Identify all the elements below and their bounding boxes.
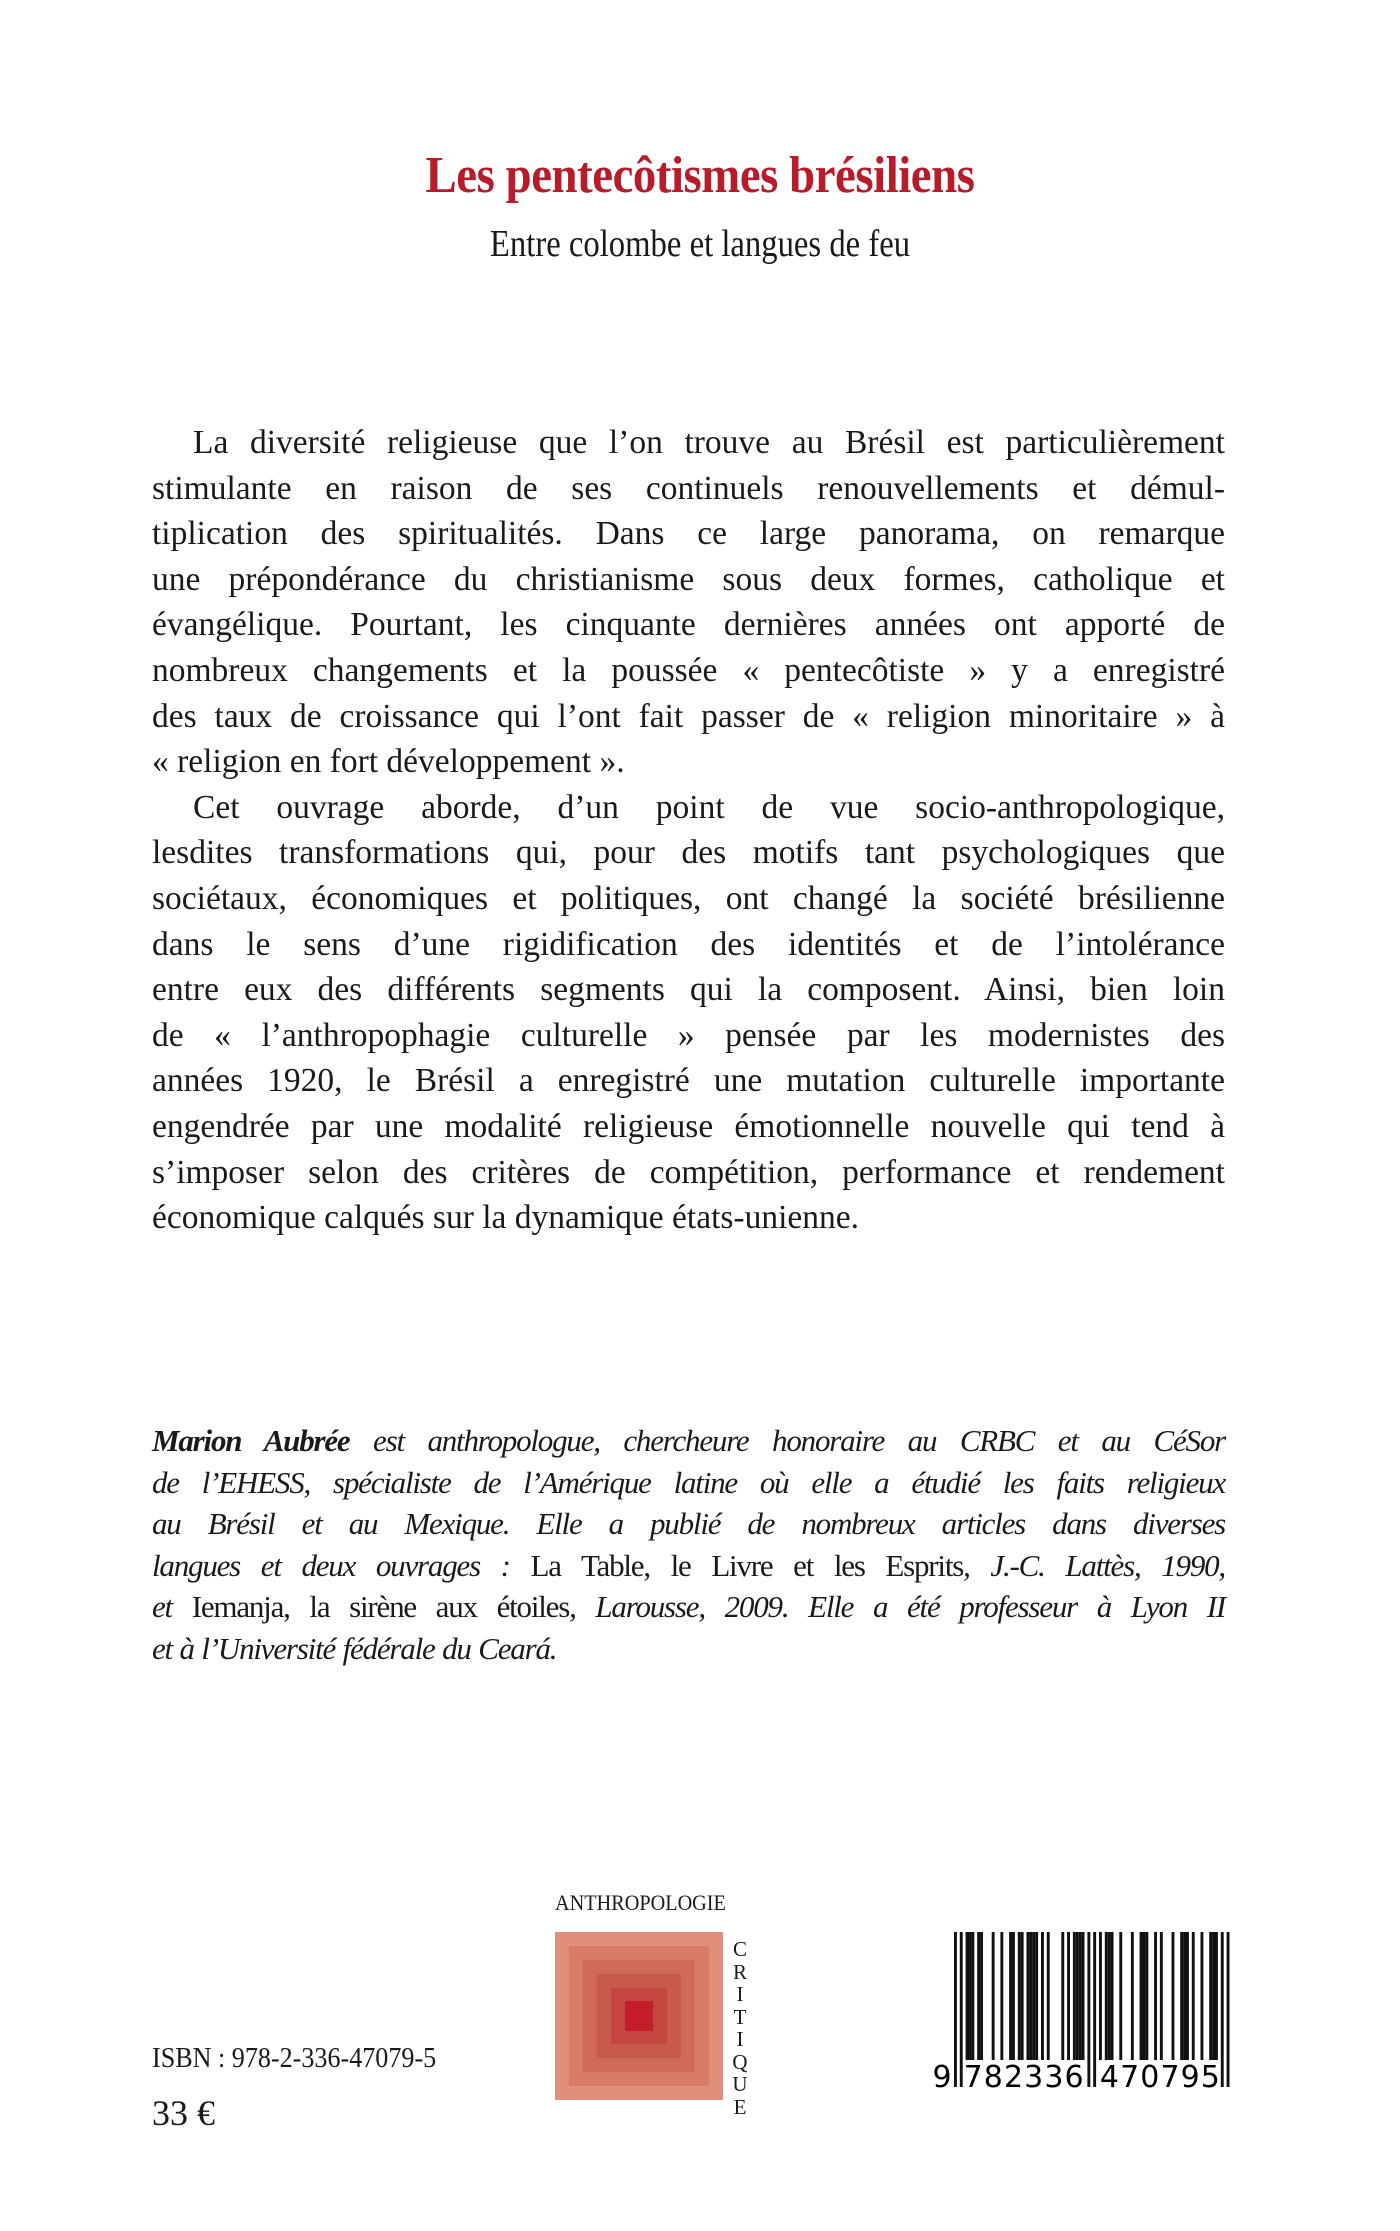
barcode-bar: [1212, 1932, 1215, 2060]
barcode-bar: [1079, 1932, 1082, 2060]
blurb-line: « religion en fort développement ».: [152, 743, 625, 781]
bio-text: est anthropologue, chercheure honoraire au CRBC et au CéSor: [349, 1423, 1226, 1458]
side-letter: I: [736, 1982, 744, 2006]
barcode-bar: [1000, 1932, 1003, 2060]
blurb-line: s’imposer selon des critères de compétition, performance et rendement: [152, 1153, 1225, 1191]
blurb-line: Cet ouvrage aborde, d’un point de vue socio-anthropologique,: [193, 788, 1225, 826]
barcode-bar: [1041, 1932, 1044, 2060]
barcode: [932, 1932, 1232, 2092]
barcode-bar: [1082, 1932, 1085, 2060]
series-logo: [555, 1932, 723, 2100]
barcode-bar: [1099, 1932, 1102, 2060]
barcode-bar: [1227, 1932, 1230, 2087]
blurb-line: économique calqués sur la dynamique états-unienne.: [152, 1199, 859, 1237]
barcode-bar: [1111, 1932, 1114, 2060]
barcode-bar: [1131, 1932, 1134, 2060]
blurb-line: engendrée par une modalité religieuse émotionnelle nouvelle qui tend à: [152, 1107, 1225, 1145]
author-bio: [152, 1420, 1225, 1669]
barcode-bar: [1221, 1932, 1224, 2087]
barcode-digits: 782336: [963, 2060, 1084, 2092]
barcode-bar: [1029, 1932, 1032, 2060]
barcode-bar: [1201, 1932, 1204, 2060]
blurb: [152, 420, 1225, 1241]
bio-text: de l’EHESS, spécialiste de l’Amérique latine où elle a étudié les faits religieux: [152, 1464, 1225, 1500]
side-letter: T: [733, 2004, 747, 2029]
barcode-bar: [1009, 1932, 1012, 2060]
barcode-bar: [992, 1932, 995, 2060]
blurb-line: une prépondérance du christianisme sous deux formes, catholique et: [152, 560, 1225, 598]
blurb-line: de « l’anthropophagie culturelle » pensée par les modernistes des: [152, 1016, 1225, 1054]
blurb-line: des taux de croissance qui l’ont fait passer de « religion minoritaire » à: [152, 697, 1225, 735]
barcode-bar: [1215, 1932, 1218, 2060]
series-name: ANTHROPOLOGIE: [555, 1890, 726, 1915]
barcode-bar: [1183, 1932, 1186, 2060]
barcode-bar: [969, 1932, 972, 2060]
blurb-line: tiplication des spiritualités. Dans ce large panorama, on remarque: [152, 515, 1225, 553]
bio-text: , J.-C. Lattès, 1990,: [963, 1547, 1225, 1583]
barcode-bar: [977, 1932, 980, 2060]
blurb-line: stimulante en raison de ses continuels renouvellements et démul-: [152, 469, 1225, 507]
barcode-bar: [1027, 1932, 1030, 2060]
blurb-line: sociétaux, économiques et politiques, ont changé la société brésilienne: [152, 879, 1225, 917]
barcode-digits: 9: [932, 2060, 952, 2092]
barcode-bar: [1047, 1932, 1050, 2060]
bio-text: et à l’Université fédérale du Ceará.: [152, 1630, 557, 1666]
barcode-bar: [1021, 1932, 1024, 2060]
barcode-bar: [1145, 1932, 1148, 2060]
author-name: Marion Aubrée: [152, 1423, 350, 1458]
book-title-ref: La Table, le Livre et les Esprits: [530, 1547, 964, 1583]
barcode-bar: [1073, 1932, 1076, 2060]
barcode-bar: [1061, 1932, 1064, 2060]
side-letter: R: [732, 1959, 747, 1984]
price: 33 €: [152, 2093, 215, 2133]
side-letter: I: [736, 2027, 744, 2051]
barcode-bar: [980, 1932, 983, 2060]
barcode-bar: [1154, 1932, 1157, 2060]
barcode-bar: [1160, 1932, 1163, 2060]
barcode-bar: [1018, 1932, 1021, 2060]
side-letter: C: [732, 1937, 747, 1961]
side-letter: U: [732, 2072, 748, 2096]
barcode-bar: [1180, 1932, 1183, 2060]
blurb-line: dans le sens d’une rigidification des identités et de l’intolérance: [152, 925, 1225, 963]
barcode-bar: [954, 1932, 957, 2087]
bio-text: au Brésil et au Mexique. Elle a publié de nombreux articles dans diverses: [152, 1506, 1225, 1541]
barcode-bar: [1172, 1932, 1175, 2060]
barcode-bar: [1209, 1932, 1212, 2060]
bio-text: , Larousse, 2009. Elle a été professeur à Lyon II: [569, 1589, 1226, 1624]
barcode-bar: [1067, 1932, 1070, 2060]
blurb-line: La diversité religieuse que l’on trouve au Brésil est particulièrement: [193, 424, 1225, 461]
barcode-bar: [966, 1932, 969, 2060]
barcode-bar: [1087, 1932, 1090, 2087]
isbn: ISBN : 978-2-336-47079-5: [152, 2042, 437, 2074]
side-letter: Q: [732, 2049, 748, 2074]
series-side-label: [730, 1938, 750, 2118]
barcode-bar: [1140, 1932, 1143, 2060]
book-title-ref: Iemanja, la sirène aux étoiles: [191, 1589, 570, 1624]
barcode-bar: [960, 1932, 963, 2087]
blurb-line: évangélique. Pourtant, les cinquante dernières années ont apporté de: [152, 606, 1225, 644]
bio-text: et: [152, 1589, 192, 1624]
barcode-bar: [1105, 1932, 1108, 2060]
barcode-bar: [1032, 1932, 1035, 2060]
blurb-line: lesdites transformations qui, pour des motifs tant psychologiques que: [152, 834, 1225, 872]
blurb-line: entre eux des différents segments qui la composent. Ainsi, bien loin: [152, 971, 1225, 1009]
barcode-bar: [1192, 1932, 1195, 2060]
bio-text: langues et deux ouvrages :: [152, 1547, 531, 1583]
side-letter: E: [733, 2094, 747, 2119]
barcode-bar: [1143, 1932, 1146, 2060]
barcode-bar: [1093, 1932, 1096, 2087]
blurb-line: nombreux changements et la poussée « pentecôtiste » y a enregistré: [152, 651, 1225, 689]
barcode-bar: [1108, 1932, 1111, 2060]
barcode-bar: [1186, 1932, 1189, 2060]
barcode-bar: [1119, 1932, 1122, 2060]
barcode-bar: [1012, 1932, 1015, 2060]
barcode-bar: [1076, 1932, 1079, 2060]
barcode-digits: 470795: [1099, 2060, 1220, 2092]
barcode-bar: [971, 1932, 974, 2060]
logo-square: [625, 2001, 653, 2031]
book-title: Les pentecôtismes brésiliens: [425, 147, 975, 204]
blurb-line: années 1920, le Brésil a enregistré une mutation culturelle importante: [152, 1062, 1225, 1100]
barcode-bar: [1035, 1932, 1038, 2060]
book-subtitle: Entre colombe et langues de feu: [489, 223, 911, 265]
